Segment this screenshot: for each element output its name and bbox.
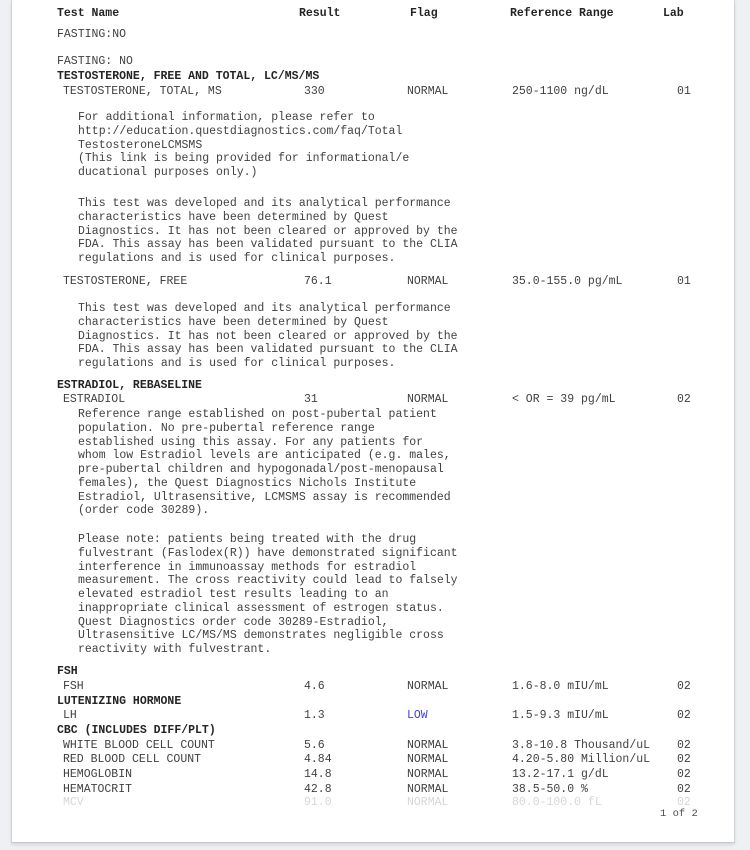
note-line: This test was developed and its analytical performance <box>78 302 451 315</box>
note-line: Quest Diagnostics order code 30289-Estradiol, <box>78 616 389 629</box>
flag-cell: NORMAL <box>407 783 449 796</box>
note-line: (This link is being provided for informational/e <box>78 152 410 165</box>
reference-range-cell: 38.5-50.0 % <box>512 783 588 796</box>
note-line: females), the Quest Diagnostics Nichols Institute <box>78 477 417 490</box>
note-line-row <box>12 436 734 450</box>
lab-cell: 01 <box>677 275 691 288</box>
note-line-row <box>12 316 734 330</box>
panel-section-heading: CBC (INCLUDES DIFF/PLT) <box>57 724 216 737</box>
test-name-cell: MCV <box>63 796 84 809</box>
note-line: ducational purposes only.) <box>78 166 258 179</box>
note-line-row <box>12 330 734 344</box>
flag-cell: NORMAL <box>407 680 449 693</box>
lab-result-row <box>12 768 734 782</box>
test-name-cell: TESTOSTERONE, FREE <box>63 275 188 288</box>
note-line: TestosteroneLCMSMS <box>78 139 203 152</box>
note-line: fulvestrant (Faslodex(R)) have demonstrated significant <box>78 547 458 560</box>
note-line-row <box>12 211 734 225</box>
panel-section-heading: TESTOSTERONE, FREE AND TOTAL, LC/MS/MS <box>57 70 320 83</box>
lab-result-row <box>12 393 734 407</box>
flag-cell: LOW <box>407 709 428 722</box>
lab-result-row <box>12 739 734 753</box>
lab-cell: 01 <box>677 85 691 98</box>
result-cell: 5.6 <box>304 739 325 752</box>
note-line: Please note: patients being treated with the drug <box>78 533 417 546</box>
note-line: elevated estradiol test results leading to an <box>78 588 389 601</box>
lab-cell: 02 <box>677 768 691 781</box>
note-line: regulations and is used for clinical purposes. <box>78 252 396 265</box>
note-line: This test was developed and its analytical performance <box>78 197 451 210</box>
note-line-row <box>12 197 734 211</box>
note-line: (order code 30289). <box>78 504 210 517</box>
note-line-row <box>12 111 734 125</box>
note-line: Diagnostics. It has not been cleared or approved by the <box>78 330 458 343</box>
note-line: regulations and is used for clinical purposes. <box>78 357 396 370</box>
lab-report-page <box>11 0 735 843</box>
column-header-lab: Lab <box>663 7 684 20</box>
reference-range-cell: 4.20-5.80 Million/uL <box>512 753 651 766</box>
test-name-cell: LH <box>63 709 77 722</box>
lab-result-row-partial <box>12 796 734 809</box>
note-line-row <box>12 477 734 491</box>
note-line: interference in immunoassay methods for estradiol <box>78 561 417 574</box>
note-line-row <box>12 616 734 630</box>
note-line: measurement. The cross reactivity could lead to falsely <box>78 574 458 587</box>
note-line-row <box>12 422 734 436</box>
note-line-row <box>12 357 734 371</box>
note-line: population. No pre-pubertal reference range <box>78 422 375 435</box>
reference-range-cell: 35.0-155.0 pg/mL <box>512 275 623 288</box>
flag-cell: NORMAL <box>407 85 449 98</box>
note-line: pre-pubertal children and hypogonadal/post-menopausal <box>78 463 444 476</box>
panel-section-heading: FSH <box>57 665 78 678</box>
lab-result-row <box>12 275 734 289</box>
note-line-row <box>12 533 734 547</box>
reference-range-cell: 250-1100 ng/dL <box>512 85 609 98</box>
note-line-row <box>12 152 734 166</box>
flag-cell: NORMAL <box>407 753 449 766</box>
panel-section-heading: LUTENIZING HORMONE <box>57 695 182 708</box>
result-cell: 1.3 <box>304 709 325 722</box>
note-line: Diagnostics. It has not been cleared or approved by the <box>78 225 458 238</box>
note-line: For additional information, please refer to <box>78 111 375 124</box>
result-cell: 330 <box>304 85 325 98</box>
note-line: inappropriate clinical assessment of estrogen status. <box>78 602 444 615</box>
lab-cell: 02 <box>677 393 691 406</box>
note-line-row <box>12 125 734 139</box>
note-line-row <box>12 302 734 316</box>
test-name-cell: WHITE BLOOD CELL COUNT <box>63 739 215 752</box>
note-line-row <box>12 574 734 588</box>
lab-result-row <box>12 680 734 694</box>
note-line: characteristics have been determined by Quest <box>78 316 389 329</box>
note-line-row <box>12 588 734 602</box>
lab-cell: 02 <box>677 753 691 766</box>
test-name-cell: HEMATOCRIT <box>63 783 133 796</box>
panel-section-heading-row <box>12 695 734 709</box>
info-line: FASTING:NO <box>57 28 127 41</box>
result-cell: 14.8 <box>304 768 332 781</box>
note-line-row <box>12 504 734 518</box>
lab-result-row <box>12 709 734 723</box>
reference-range-cell: 80.0-100.0 fL <box>512 796 602 809</box>
test-name-cell: TESTOSTERONE, TOTAL, MS <box>63 85 222 98</box>
note-line-row <box>12 629 734 643</box>
note-line-row <box>12 238 734 252</box>
note-line-row <box>12 491 734 505</box>
column-header-reference-range: Reference Range <box>510 7 614 20</box>
panel-section-heading-row <box>12 665 734 679</box>
panel-section-heading-row <box>12 724 734 738</box>
reference-range-cell: 1.5-9.3 mIU/mL <box>512 709 609 722</box>
result-cell: 31 <box>304 393 318 406</box>
note-line-row <box>12 602 734 616</box>
flag-cell: NORMAL <box>407 739 449 752</box>
note-line-row <box>12 166 734 180</box>
note-line: http://education.questdiagnostics.com/faq/Total <box>78 125 403 138</box>
note-line: Estradiol, Ultrasensitive, LCMSMS assay is recommended <box>78 491 451 504</box>
note-line: Ultrasensitive LC/MS/MS demonstrates negligible cross <box>78 629 444 642</box>
flag-cell: NORMAL <box>407 768 449 781</box>
note-line-row <box>12 252 734 266</box>
flag-cell: NORMAL <box>407 393 449 406</box>
result-cell: 42.8 <box>304 783 332 796</box>
result-cell: 4.84 <box>304 753 332 766</box>
note-line-row <box>12 561 734 575</box>
lab-result-row <box>12 85 734 99</box>
lab-cell: 02 <box>677 680 691 693</box>
note-line: whom low Estradiol levels are anticipated (e.g. males, <box>78 449 451 462</box>
lab-cell: 02 <box>677 709 691 722</box>
reference-range-cell: 3.8-10.8 Thousand/uL <box>512 739 651 752</box>
info-line-row <box>12 28 734 42</box>
info-line: FASTING: NO <box>57 55 133 68</box>
note-line-row <box>12 449 734 463</box>
note-line-row <box>12 225 734 239</box>
panel-section-heading: ESTRADIOL, REBASELINE <box>57 379 202 392</box>
column-header-test-name: Test Name <box>57 7 120 20</box>
note-line: FDA. This assay has been validated pursuant to the CLIA <box>78 238 458 251</box>
note-line: reactivity with fulvestrant. <box>78 643 272 656</box>
note-line-row <box>12 547 734 561</box>
test-name-cell: RED BLOOD CELL COUNT <box>63 753 202 766</box>
panel-section-heading-row <box>12 379 734 393</box>
note-line-row <box>12 139 734 153</box>
flag-cell: NORMAL <box>407 275 449 288</box>
note-line-row <box>12 643 734 657</box>
page-indicator: 1 of 2 <box>660 808 698 820</box>
note-line: FDA. This assay has been validated pursuant to the CLIA <box>78 343 458 356</box>
result-cell: 76.1 <box>304 275 332 288</box>
lab-cell: 02 <box>677 783 691 796</box>
result-cell: 91.0 <box>304 796 332 809</box>
column-header-flag: Flag <box>410 7 438 20</box>
lab-result-row <box>12 753 734 767</box>
note-line-row <box>12 343 734 357</box>
reference-range-cell: 13.2-17.1 g/dL <box>512 768 609 781</box>
panel-section-heading-row <box>12 70 734 84</box>
result-cell: 4.6 <box>304 680 325 693</box>
reference-range-cell: 1.6-8.0 mIU/mL <box>512 680 609 693</box>
note-line: Reference range established on post-pubertal patient <box>78 408 437 421</box>
note-line-row <box>12 463 734 477</box>
lab-result-row <box>12 783 734 797</box>
lab-cell: 02 <box>677 739 691 752</box>
reference-range-cell: < OR = 39 pg/mL <box>512 393 616 406</box>
info-line-row <box>12 55 734 69</box>
test-name-cell: FSH <box>63 680 84 693</box>
note-line: established using this assay. For any patients for <box>78 436 424 449</box>
note-line-row <box>12 408 734 422</box>
column-header-result: Result <box>299 7 341 20</box>
lab-cell: 02 <box>677 796 691 809</box>
flag-cell: NORMAL <box>407 796 449 809</box>
test-name-cell: ESTRADIOL <box>63 393 126 406</box>
table-header-row <box>12 7 734 21</box>
test-name-cell: HEMOGLOBIN <box>63 768 133 781</box>
note-line: characteristics have been determined by Quest <box>78 211 389 224</box>
